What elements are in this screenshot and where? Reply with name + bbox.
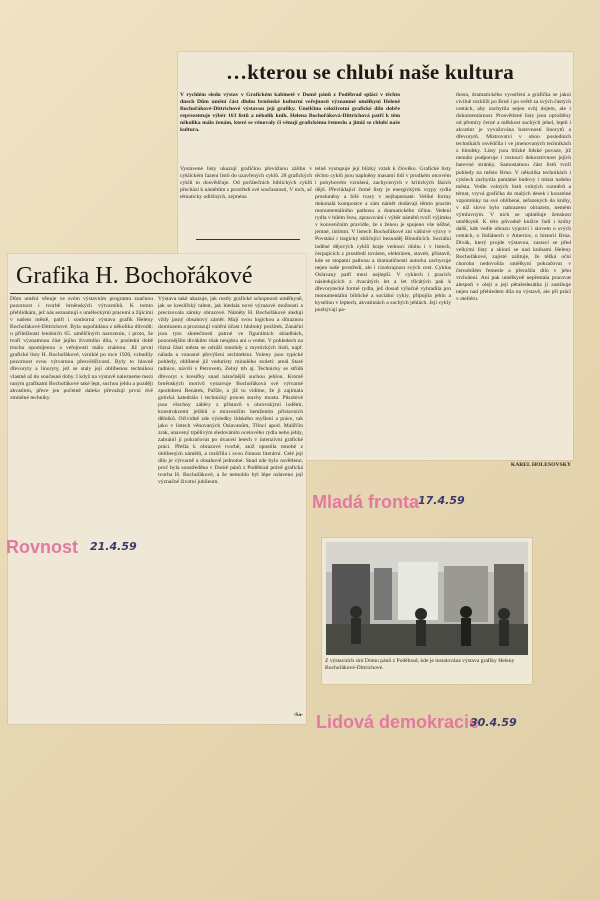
stamp-rovnost: Rovnost	[6, 537, 78, 557]
left-col1: Dům umění věnuje ve svém výstavním programu značnou pozornost i tvorbě brněnských výtvarníků. K tomto přehlídkám, jež nás seznamují s uměleckými pracemi a žijícími v našem městě, patří i souborná výstava grafik Heleny Bochořákové-Dittrichové. Byla uspořádána z několika důvodů: u příležitosti letošních 65. umělčiných narozenin, i proto, že tvoří významnou část jejího životního díla, v poslední době trochu opomíjenou a veřejnosti málo známou. Již první grafické listy H. Bochořákové, vzniklé po roce 1920, vzbudily pozornost svou výtvarnou přesvědčivostí. Byly to hlavně dřevoryty a linoryty, jež se staly její oblíbenou technikou vlastně až do současné doby. I když na výstavě nalezneme mezi raným grafikami Bochořákové také lept, suchou jehlu a později akvatintu, přece jen početně daleko převažují první dvě zmíněné techniky.	[10, 296, 153, 401]
title-underline	[10, 293, 300, 294]
stamp-mlada-fronta: Mladá fronta	[312, 492, 420, 512]
top-col1: Vystavené listy ukazují grafičinu převážnou zálibu v cyklickém řazení listů do uzavřených cyklů. 28 grafických cyklů to dosvědčuje. Od počátečních biblických cyklů přechází k námětům z prostředí své současnosti, V nich, ač tématicky odlišných, zejména	[180, 166, 312, 201]
date-mlada-fronta: 17.4.59	[418, 494, 465, 507]
top-col2: telně vystupuje její blízký vztah k člověku. Grafické listy těchto cyklů jsou naplněny masami lidí v prudkém otcovém i pohybovém vzrušení, zachycených v kritických fázích dějů. Převládající černé listy je energickými vrypy rydla prosluněny a bílé tvary v nejšupernaté. Veliké formy dokonalá komposice a sám námět dodávají těmto pracím monumentálního pathosu a dramatického účinu. Vedení rydla v bílém řezu, zpracování i výběr námětů tvoří výjimku v konvenčním pravidle, že s ženou je spojeno vše něžné, jemné, intimní. V listech Bochořákové zní vášnivé výzvy v Povstání i tragický skličující beznaděj Bloudících. Sociální laděné dějových cyklů hraje vedoucí úlohu i v listech, čerpajících z prostředí továren, elektráren, staveb, přístavů, kde se stopami pathosu a dramatičnosti autorka zachycuje nejen naše prostředí, ale i cizokrajnost svých cest. Cyklus Oslavany patří mezi nejlepší. V cyklech i pracích následujících z dvacátých let a let třicátých pak k dřevorytecké formě rydla, jež dosud výlučně vyhradila pro monumentální biblické a sociální cykly, připojila jehlu a kyselinu v leptech, akvatintách a suchých jehlách. Její cykly pozbývají pa-	[315, 166, 451, 313]
date-rovnost: 21.4.59	[90, 540, 137, 553]
left-signature: -Sa-	[293, 712, 303, 718]
top-lead: V rychlém sledu výstav v Grafickém kabinetě v Domě pánů z Poděbrad splácí v těchto dnech Dům umění část dluhu brněnské kulturní veřejnosti významné umělkyni Heleně Bochořákové-Dittrichové výstavou její grafiky. Umělčino celoživotní grafické dílo dobře reprezentuje výběr 163 listů a několik knih. Helena Bochořáková-Dittrichová patří k těm několika málo ženám, které se věnovaly či věnují grafickému řemeslu a jimiž se chlubí naše kultura.	[180, 92, 400, 134]
article-title-top: …kterou se chlubí naše kultura	[226, 60, 514, 84]
author-signature: KAREL HOLEŠOVSKÝ	[510, 462, 571, 468]
stamp-lidova-demokracie: Lidová demokracie	[316, 712, 480, 732]
left-col2: Výstava také ukazuje, jak rostly grafické schopnosti umělkyně, jak se kreslířský talent, jak hledala nové výrazové možnosti a precizovala zámky obrazové. Náměty H. Bochořákové sledují vždy jasný obsahový záměr. Mají svou logickou a důraznou dominantu a prozrazují vnitřní účast i hluboký prožitek. Zanáční jsou tyto skutečnosti patrné ve figurálních skladbách, pozornějším divákům však neujdou ani u vedut. V pohledech na různá části města se odráží mnohdy z mystických listů, nápř. nálada a vznosné převýšení architektur. Voleny jsou typické pohledy, oblíbené již veduristy minulého století: areál Staré radnice, návrší s Petrovem, Zelný trh aj. Technicky se střídá dřevoryt s kresířky snad náročnější suchou jehlou. Kromě brněnských motivů vystavuje Bochořáková své výtvarné zpodobení Benátek, Paříže, a již tu vidíme, že ji zajímala gotická katedrála i technický proces stavby mostu. Působivé jsou všechny záběry z přístavů s obrovskými loděmi, konstrukcemi jeřábů a mravenčím hemžením přístavních dělníků. Očividně zde výsledky lidského myšlení a práce, tak jako v listech věnovaných Oslavanům, Třinci apod. Malířčin zrak, unavený trpělivým sledováním ocelového rydla nebo jehly, zabránil jí pokračovat po dvacetí letech v intenzivní grafické práci. Přešla k obrazové tvorbě, aniž opustila mnohé z oblíbených námětů, a rozšířila i svou činnost literární. Celé její dílo je výtvarně a obsahově jednotné. Snad zde bylo osvětleno, proč byla soustředěna v Domě pánů z Poděbrad právě grafická tvorba H. Bochořákové, a že nemohlo být lépe oslaveno její význačné životní jubileum.	[158, 296, 303, 486]
top-col3: thosu, dramatického vyostření a grafička se jakoi civilně rozhlíží po Brně i po světě za svých častých cestách, aby zachytila nejen svůj dojem, ale i dokumentárnost. Prosvětlené listy jsou oproštěny od přemíry černé a měkkost suchých jehel, leptů i akvatint je vyvažována barevností linorytů a dřevorytů. Mistrovství v obou posledních technikách osvědčila i ve jmenovaných technikách z hloubky. Listy jsou blízké lidské povaze, jíž nemálo podporuje i rostoucí dekorativnost jejích barevné stránky. Samostatnou část listů tvoří pohledy na město Brno. V několika technikách i cyklech zachytila památné budovy i místa našeho města. Vedle volných listů volných rozměrů a témat, vryvá grafička do malých desek i kouzelné vzpomínky na své oblíbené, seřazených do knihy, v níž slovo bylo nahrazeno obrazem, nemém výmluvným. V nich se uplatňuje ženskost umělkyně. K této původně knižce řadí i knihy další, kde vedle obrazu vypráví i slovem o svých cestách, o Indiánech v Americe, o historii Brna. Divák, který projde výstavou, zastaví se před velkými listy a skloní se nad knihami Heleny Bochořákové, zajisté zalituje, že těžká oční choroba nedovolila umělkyni pokračovat v černobílém řemesle a přerušila dílo v jeho vrcholení. Ani pak umělkyně nepřestala pracovat alespoň v olejí a její pětašedesátka ji zastihuje nejen nad přehledem díla na výstavě, ale při práci v ateliéru.	[456, 92, 571, 303]
exhibition-photo	[326, 542, 528, 655]
article-title-left: Grafika H. Bochořákové	[16, 263, 253, 289]
photo-caption: Z výstavních síní Domu pánů z Poděbrad, kde je instalována výstava grafiky Heleny Bochořákové-Dittrichové.	[325, 658, 515, 671]
date-lidova-demokracie: 30.4.59	[470, 716, 517, 729]
exhibition-photo-image	[326, 542, 528, 655]
col-ornament	[196, 239, 300, 240]
